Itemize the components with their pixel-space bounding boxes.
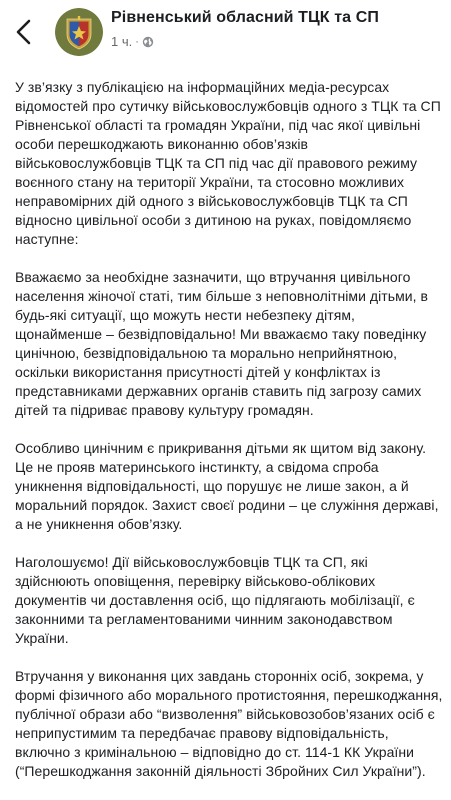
page-name[interactable]: Рівненський обласний ТЦК та СП	[111, 9, 379, 26]
meta-separator: ·	[135, 35, 139, 48]
post-paragraph: Наголошуємо! Дії військовослужбовців ТЦК та СП, які здійснюють оповіщення, перевірку військово-облікових документів чи доставлення осіб, що підлягають мобілізації, є законними та регламентованими чинним законодавством України.	[15, 554, 415, 646]
post-time[interactable]: 1 ч.	[111, 34, 133, 49]
post-header	[0, 0, 451, 66]
avatar[interactable]	[55, 8, 103, 56]
post-paragraph: У зв’язку з публікацією на інформаційних медіа-ресурсах відомостей про сутичку військовослужбовців одного з ТЦК та СП Рівненської області та громадян України, під час якої цивільні особи перешкоджають виконанню обов’язків військовослужбовців ТЦК та СП під час дії правового режиму воєнного стану на території України, та стосовно можливих неправомірних дій одного з військовослужбовців ТЦК та СП відносно цивільної особи з дитиною на руках, повідомляємо наступне:	[15, 79, 441, 247]
back-button[interactable]	[12, 18, 36, 46]
post-paragraph: Вважаємо за необхідне зазначити, що втручання цивільного населення жіночої статі, тим більше з неповнолітніми дітьми, в будь-які ситуації, що можуть нести небезпеку дітям, щонайменше – безвідповідально! Ми вважаємо таку поведінку цинічною, безвідповідальною та морально неприйнятною, оскільки використання присутності дітей у конфліктах із представниками державних органів ставить під загрозу самих дітей та підриває правову культуру громадян.	[15, 269, 429, 418]
globe-icon	[142, 36, 154, 48]
coat-of-arms-icon	[55, 8, 103, 56]
post-meta	[111, 34, 154, 49]
post-paragraph: Особливо цинічним є прикривання дітьми як щитом від закону. Це не прояв материнського інстинкту, а свідома спроба уникнення відповідальності, що порушує не лише закон, а й моральний порядок. Захист своєї родини – це служіння державі, а не уникнення обов’язку.	[15, 440, 439, 532]
post-paragraph: Втручання у виконання цих завдань сторонніх осіб, зокрема, у формі фізичного або морального протистояння, перешкоджання, публічної образи або “визволення” військовозобов’язаних осіб є неприпустимим та передбачає правову відповідальність, включно з кримінальною – відповідно до ст. 114-1 КК України (“Перешкоджання законній діяльності Збройних Сил України”).	[15, 668, 443, 779]
chevron-left-icon	[12, 18, 36, 46]
post-text	[15, 78, 443, 800]
